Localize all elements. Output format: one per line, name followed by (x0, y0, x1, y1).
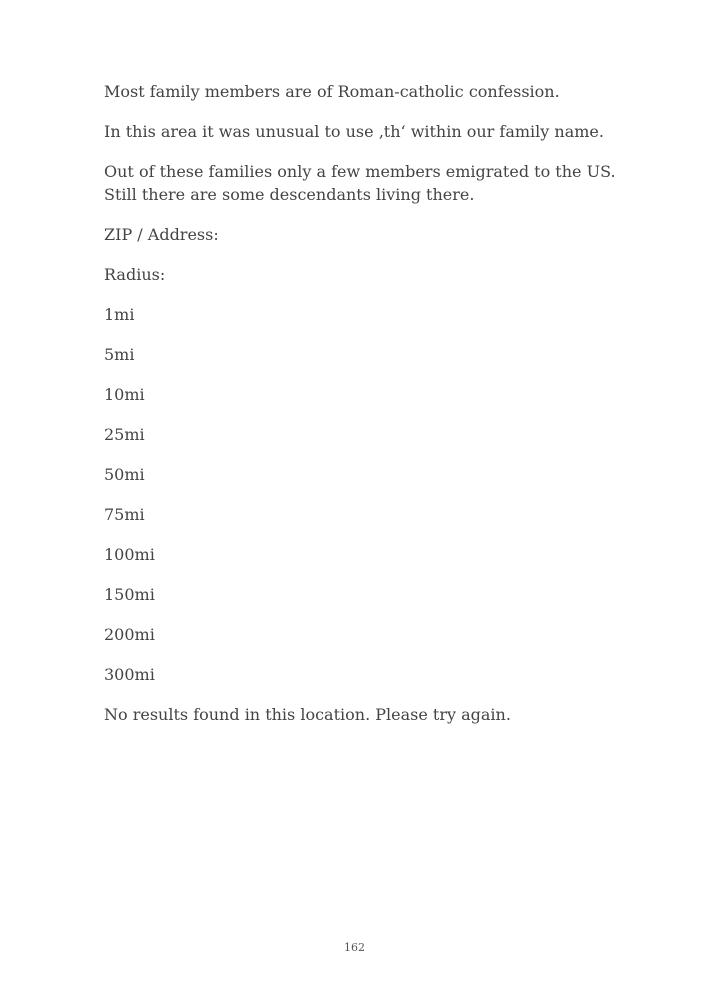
confession-paragraph: Most family members are of Roman-catholic confession. (104, 82, 560, 101)
radius-option[interactable]: 300mi (104, 665, 155, 684)
radius-option[interactable]: 200mi (104, 625, 155, 644)
radius-option[interactable]: 25mi (104, 425, 145, 444)
radius-option[interactable]: 10mi (104, 385, 145, 404)
page-number: 162 (344, 941, 365, 954)
radius-label: Radius: (104, 265, 166, 284)
zip-address-label: ZIP / Address: (104, 225, 219, 244)
radius-option[interactable]: 100mi (104, 545, 155, 564)
radius-option[interactable]: 150mi (104, 585, 155, 604)
emigration-line-2: Still there are some descendants living there. (104, 185, 475, 204)
emigration-line-1: Out of these families only a few members emigrated to the US. (104, 162, 616, 181)
name-usage-paragraph: In this area it was unusual to use ‚th‘ within our family name. (104, 122, 604, 141)
no-results-message: No results found in this location. Please try again. (104, 705, 511, 724)
radius-option[interactable]: 75mi (104, 505, 145, 524)
radius-options-list (104, 303, 624, 686)
radius-option[interactable]: 5mi (104, 345, 135, 364)
emigration-paragraph (104, 160, 624, 206)
page-content (104, 80, 624, 743)
radius-option[interactable]: 50mi (104, 465, 145, 484)
radius-option[interactable]: 1mi (104, 305, 135, 324)
